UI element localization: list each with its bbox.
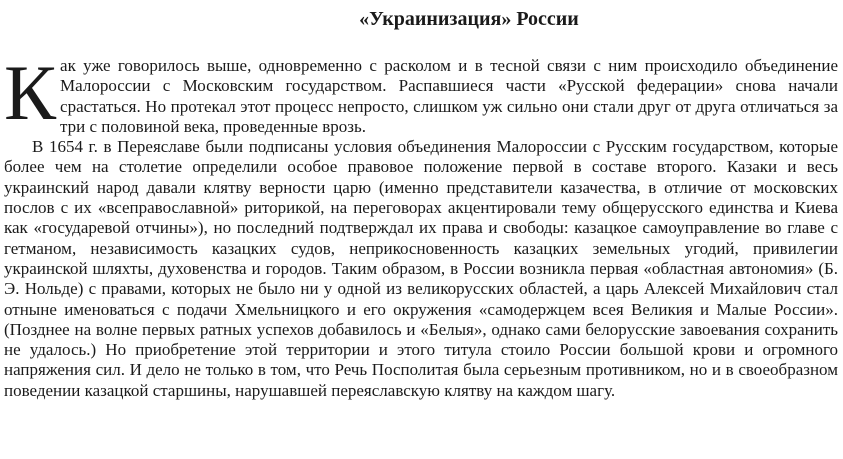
paragraph-2: В 1654 г. в Переяславе были подписаны условия объединения Малороссии с Русским государством, которые более чем на столетие определили особое правовое положение первой в составе второго. Казаки и весь украинский народ давали клятву верности царю (именно представители казачества, в отличие от московских послов с их «всеправославной» риторикой, на переговорах акцентировали тему общерусского единства и Киева как «государевой отчины»), но последний подтверждал их права и свободы: казацкое самоуправление во главе с гетманом, независимость казацких судов, неприкосновенность казацких земельных угодий, привилегии украинской шляхты, духовенства и городов. Таким образом, в России возникла первая «областная автономия» (Б. Э. Нольде) с правами, которых не было ни у одной из великорусских областей, а царь Алексей Михайлович стал отныне именоваться с подачи Хмельницкого и его окружения «самодержцем всея Великия и Малые России». (Позднее на волне первых ратных успехов добавилось и «Белыя», однако сами белорусские завоевания сохранить не удалось.) Но приобретение этой территории и этого титула стоило России большой крови и огромного напряжения сил. И дело не только в том, что Речь Посполитая была серьезным противником, но и в своеобразном поведении казацкой старшины, нарушавшей переяславскую клятву на каждом шагу. — [4, 137, 838, 400]
paragraph-1-text: ак уже говорилось выше, одновременно с расколом и в тесной связи с ним происходило объединение Малороссии с Московским государством. Распавшиеся части «Русской федерации» снова начали срастаться. Но протекал этот процесс непросто, слишком уж сильно они стали друг от друга отличаться за три с половиной века, проведенные врозь. — [60, 56, 838, 136]
page-title: «Украинизация» России — [359, 8, 579, 30]
paragraph-1 — [4, 49, 838, 137]
drop-cap-letter: К — [4, 49, 57, 136]
document-page — [4, 6, 838, 401]
article-body — [4, 49, 838, 401]
